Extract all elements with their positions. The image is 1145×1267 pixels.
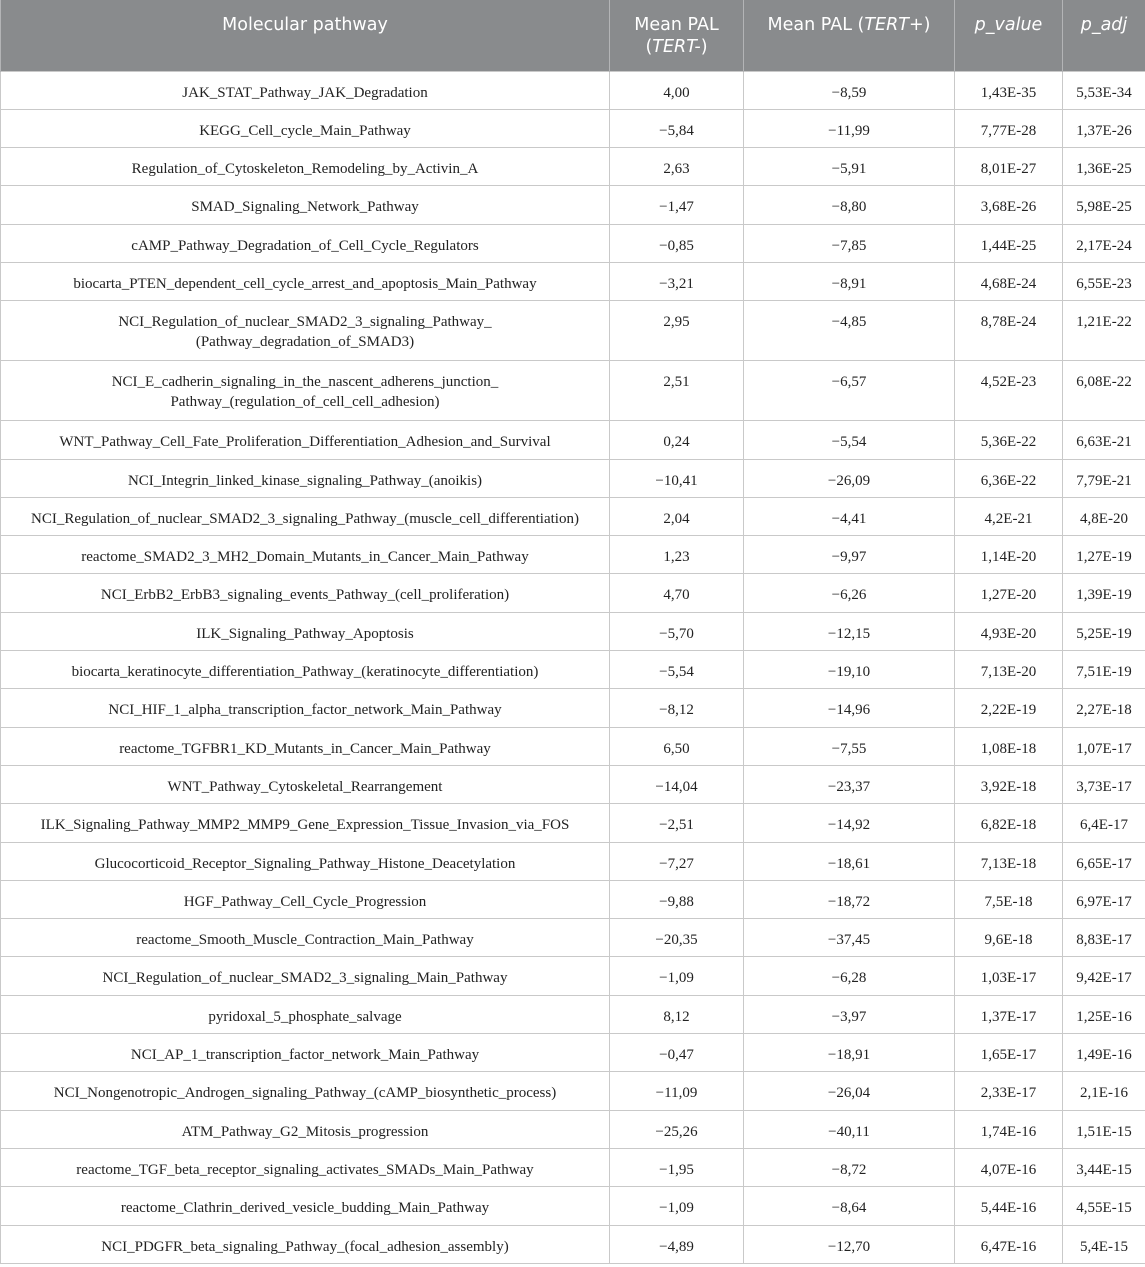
p-adj-cell: 1,37E-26 bbox=[1063, 109, 1145, 147]
table-row bbox=[1, 842, 1145, 880]
mean-pal-tert-pos-cell: −14,96 bbox=[744, 689, 955, 727]
p-value-cell: 1,03E-17 bbox=[955, 957, 1063, 995]
mean-pal-tert-neg-cell: 2,51 bbox=[610, 361, 744, 421]
mean-pal-tert-pos-cell: −19,10 bbox=[744, 651, 955, 689]
mean-pal-tert-neg-cell: −2,51 bbox=[610, 804, 744, 842]
mean-pal-tert-neg-cell: 6,50 bbox=[610, 727, 744, 765]
mean-pal-tert-pos-cell: −6,28 bbox=[744, 957, 955, 995]
pathway-cell: cAMP_Pathway_Degradation_of_Cell_Cycle_Regulators bbox=[1, 224, 610, 262]
mean-pal-tert-neg-cell: −11,09 bbox=[610, 1072, 744, 1110]
mean-pal-tert-pos-cell: −8,64 bbox=[744, 1187, 955, 1225]
mean-pal-tert-pos-cell: −8,80 bbox=[744, 186, 955, 224]
mean-pal-tert-pos-cell: −37,45 bbox=[744, 919, 955, 957]
mean-pal-tert-pos-cell: −11,99 bbox=[744, 109, 955, 147]
pathway-cell: NCI_ErbB2_ErbB3_signaling_events_Pathway_(cell_proliferation) bbox=[1, 574, 610, 612]
pathway-cell: SMAD_Signaling_Network_Pathway bbox=[1, 186, 610, 224]
mean-pal-tert-neg-cell: −3,21 bbox=[610, 262, 744, 300]
pathway-cell bbox=[1, 301, 610, 361]
p-adj-cell: 1,07E-17 bbox=[1063, 727, 1145, 765]
pathway-cell: NCI_HIF_1_alpha_transcription_factor_network_Main_Pathway bbox=[1, 689, 610, 727]
mean-pal-tert-neg-cell: 2,04 bbox=[610, 497, 744, 535]
mean-pal-tert-pos-cell: −23,37 bbox=[744, 765, 955, 803]
table-row bbox=[1, 1148, 1145, 1186]
pathway-cell: ATM_Pathway_G2_Mitosis_progression bbox=[1, 1110, 610, 1148]
mean-pal-tert-pos-cell: −8,59 bbox=[744, 71, 955, 109]
p-adj-cell: 6,97E-17 bbox=[1063, 880, 1145, 918]
p-value-cell: 2,22E-19 bbox=[955, 689, 1063, 727]
p-adj-cell: 6,55E-23 bbox=[1063, 262, 1145, 300]
p-adj-cell: 6,08E-22 bbox=[1063, 361, 1145, 421]
p-adj-cell: 9,42E-17 bbox=[1063, 957, 1145, 995]
p-adj-cell: 1,51E-15 bbox=[1063, 1110, 1145, 1148]
header-p-value bbox=[955, 0, 1063, 71]
mean-pal-tert-neg-cell: −0,85 bbox=[610, 224, 744, 262]
p-adj-cell: 1,39E-19 bbox=[1063, 574, 1145, 612]
mean-pal-tert-neg-cell: 2,95 bbox=[610, 301, 744, 361]
pathway-cell: reactome_TGFBR1_KD_Mutants_in_Cancer_Main_Pathway bbox=[1, 727, 610, 765]
p-adj-cell: 1,36E-25 bbox=[1063, 148, 1145, 186]
table-row bbox=[1, 804, 1145, 842]
pathway-cell: reactome_TGF_beta_receptor_signaling_activates_SMADs_Main_Pathway bbox=[1, 1148, 610, 1186]
p-value-cell: 1,08E-18 bbox=[955, 727, 1063, 765]
mean-pal-tert-neg-cell: −5,84 bbox=[610, 109, 744, 147]
p-value-cell: 8,01E-27 bbox=[955, 148, 1063, 186]
pathway-cell: ILK_Signaling_Pathway_Apoptosis bbox=[1, 612, 610, 650]
p-adj-cell: 7,79E-21 bbox=[1063, 459, 1145, 497]
table-row bbox=[1, 536, 1145, 574]
p-adj-cell: 4,8E-20 bbox=[1063, 497, 1145, 535]
header-p-adj-label: p_adj bbox=[1080, 15, 1128, 35]
mean-pal-tert-neg-cell: −25,26 bbox=[610, 1110, 744, 1148]
table-row bbox=[1, 497, 1145, 535]
p-adj-cell: 1,49E-16 bbox=[1063, 1034, 1145, 1072]
table-row bbox=[1, 224, 1145, 262]
p-value-cell: 1,14E-20 bbox=[955, 536, 1063, 574]
mean-pal-tert-pos-cell: −3,97 bbox=[744, 995, 955, 1033]
p-value-cell: 4,93E-20 bbox=[955, 612, 1063, 650]
mean-pal-tert-neg-cell: −20,35 bbox=[610, 919, 744, 957]
mean-pal-tert-pos-cell: −26,04 bbox=[744, 1072, 955, 1110]
p-adj-cell: 7,51E-19 bbox=[1063, 651, 1145, 689]
pathway-cell: KEGG_Cell_cycle_Main_Pathway bbox=[1, 109, 610, 147]
mean-pal-tert-pos-cell: −18,61 bbox=[744, 842, 955, 880]
mean-pal-tert-pos-cell: −12,15 bbox=[744, 612, 955, 650]
table-header bbox=[1, 0, 1145, 71]
pathway-cell: NCI_PDGFR_beta_signaling_Pathway_(focal_adhesion_assembly) bbox=[1, 1225, 610, 1263]
p-adj-cell: 3,73E-17 bbox=[1063, 765, 1145, 803]
p-value-cell: 1,43E-35 bbox=[955, 71, 1063, 109]
table-row bbox=[1, 186, 1145, 224]
table-row bbox=[1, 957, 1145, 995]
mean-pal-tert-pos-cell: −14,92 bbox=[744, 804, 955, 842]
p-adj-cell: 2,1E-16 bbox=[1063, 1072, 1145, 1110]
p-value-cell: 5,36E-22 bbox=[955, 421, 1063, 459]
table-row bbox=[1, 71, 1145, 109]
mean-pal-tert-neg-cell: 4,00 bbox=[610, 71, 744, 109]
pathway-cell bbox=[1, 361, 610, 421]
mean-pal-tert-neg-cell: −1,47 bbox=[610, 186, 744, 224]
p-value-cell: 1,44E-25 bbox=[955, 224, 1063, 262]
p-value-cell: 3,68E-26 bbox=[955, 186, 1063, 224]
p-adj-cell: 6,4E-17 bbox=[1063, 804, 1145, 842]
header-tert-pos-label: TERT+ bbox=[864, 15, 924, 35]
mean-pal-tert-pos-cell: −7,85 bbox=[744, 224, 955, 262]
p-value-cell: 2,33E-17 bbox=[955, 1072, 1063, 1110]
table-row bbox=[1, 880, 1145, 918]
table-row bbox=[1, 612, 1145, 650]
mean-pal-tert-pos-cell: −12,70 bbox=[744, 1225, 955, 1263]
mean-pal-tert-neg-cell: −1,09 bbox=[610, 957, 744, 995]
mean-pal-tert-neg-cell: −9,88 bbox=[610, 880, 744, 918]
mean-pal-tert-neg-cell: 4,70 bbox=[610, 574, 744, 612]
table-row bbox=[1, 919, 1145, 957]
mean-pal-tert-pos-cell: −18,72 bbox=[744, 880, 955, 918]
mean-pal-tert-neg-cell: −5,70 bbox=[610, 612, 744, 650]
mean-pal-tert-pos-cell: −4,85 bbox=[744, 301, 955, 361]
mean-pal-tert-pos-cell: −8,72 bbox=[744, 1148, 955, 1186]
pathway-cell: reactome_SMAD2_3_MH2_Domain_Mutants_in_Cancer_Main_Pathway bbox=[1, 536, 610, 574]
table-row bbox=[1, 765, 1145, 803]
mean-pal-tert-pos-cell: −18,91 bbox=[744, 1034, 955, 1072]
pathway-cell: biocarta_PTEN_dependent_cell_cycle_arrest_and_apoptosis_Main_Pathway bbox=[1, 262, 610, 300]
pathway-cell-line1: NCI_Regulation_of_nuclear_SMAD2_3_signaling_Pathway_ bbox=[118, 314, 492, 331]
pathway-cell: Glucocorticoid_Receptor_Signaling_Pathway_Histone_Deacetylation bbox=[1, 842, 610, 880]
mean-pal-tert-pos-cell: −7,55 bbox=[744, 727, 955, 765]
p-adj-cell: 1,21E-22 bbox=[1063, 301, 1145, 361]
header-molecular-pathway-label: Molecular pathway bbox=[222, 15, 388, 35]
mean-pal-tert-pos-cell: −26,09 bbox=[744, 459, 955, 497]
pathway-cell: biocarta_keratinocyte_differentiation_Pathway_(keratinocyte_differentiation) bbox=[1, 651, 610, 689]
pathway-cell-line1: NCI_E_cadherin_signaling_in_the_nascent_adherens_junction_ bbox=[111, 374, 499, 391]
mean-pal-tert-neg-cell: −0,47 bbox=[610, 1034, 744, 1072]
p-value-cell: 7,13E-18 bbox=[955, 842, 1063, 880]
header-row bbox=[1, 0, 1145, 71]
table-row bbox=[1, 1034, 1145, 1072]
pathway-cell: NCI_Nongenotropic_Androgen_signaling_Pathway_(cAMP_biosynthetic_process) bbox=[1, 1072, 610, 1110]
mean-pal-tert-neg-cell: 2,63 bbox=[610, 148, 744, 186]
mean-pal-tert-pos-cell: −5,91 bbox=[744, 148, 955, 186]
pathway-cell-line2: Pathway_(regulation_of_cell_cell_adhesion) bbox=[170, 394, 440, 411]
table-row bbox=[1, 574, 1145, 612]
header-p-adj bbox=[1063, 0, 1145, 71]
table-row bbox=[1, 1072, 1145, 1110]
p-value-cell: 9,6E-18 bbox=[955, 919, 1063, 957]
header-p-value-label: p_value bbox=[974, 15, 1043, 35]
table-row bbox=[1, 1110, 1145, 1148]
mean-pal-tert-pos-cell: −40,11 bbox=[744, 1110, 955, 1148]
table-row bbox=[1, 262, 1145, 300]
pathway-cell: NCI_Regulation_of_nuclear_SMAD2_3_signaling_Main_Pathway bbox=[1, 957, 610, 995]
mean-pal-tert-neg-cell: 0,24 bbox=[610, 421, 744, 459]
p-adj-cell: 1,25E-16 bbox=[1063, 995, 1145, 1033]
mean-pal-tert-neg-cell: −7,27 bbox=[610, 842, 744, 880]
header-mean-pal-label: Mean PAL bbox=[767, 15, 852, 35]
table-row bbox=[1, 651, 1145, 689]
table-row bbox=[1, 1187, 1145, 1225]
p-value-cell: 7,5E-18 bbox=[955, 880, 1063, 918]
table-row bbox=[1, 301, 1145, 361]
p-value-cell: 6,82E-18 bbox=[955, 804, 1063, 842]
p-adj-cell: 1,27E-19 bbox=[1063, 536, 1145, 574]
p-value-cell: 6,36E-22 bbox=[955, 459, 1063, 497]
p-value-cell: 8,78E-24 bbox=[955, 301, 1063, 361]
mean-pal-tert-pos-cell: −8,91 bbox=[744, 262, 955, 300]
mean-pal-tert-pos-cell: −9,97 bbox=[744, 536, 955, 574]
table-row bbox=[1, 727, 1145, 765]
pathway-cell: reactome_Smooth_Muscle_Contraction_Main_Pathway bbox=[1, 919, 610, 957]
mean-pal-tert-pos-cell: −4,41 bbox=[744, 497, 955, 535]
table-row bbox=[1, 361, 1145, 421]
pathway-cell: ILK_Signaling_Pathway_MMP2_MMP9_Gene_Expression_Tissue_Invasion_via_FOS bbox=[1, 804, 610, 842]
p-adj-cell: 4,55E-15 bbox=[1063, 1187, 1145, 1225]
p-value-cell: 4,2E-21 bbox=[955, 497, 1063, 535]
mean-pal-tert-neg-cell: −1,95 bbox=[610, 1148, 744, 1186]
mean-pal-tert-neg-cell: −14,04 bbox=[610, 765, 744, 803]
header-tert-neg-label: TERT- bbox=[652, 37, 701, 57]
p-adj-cell: 5,4E-15 bbox=[1063, 1225, 1145, 1263]
p-value-cell: 6,47E-16 bbox=[955, 1225, 1063, 1263]
p-adj-cell: 5,98E-25 bbox=[1063, 186, 1145, 224]
p-adj-cell: 6,63E-21 bbox=[1063, 421, 1145, 459]
pathway-cell: reactome_Clathrin_derived_vesicle_budding_Main_Pathway bbox=[1, 1187, 610, 1225]
pathway-cell: NCI_AP_1_transcription_factor_network_Main_Pathway bbox=[1, 1034, 610, 1072]
table-row bbox=[1, 459, 1145, 497]
pathway-cell: JAK_STAT_Pathway_JAK_Degradation bbox=[1, 71, 610, 109]
p-adj-cell: 5,53E-34 bbox=[1063, 71, 1145, 109]
mean-pal-tert-pos-cell: −5,54 bbox=[744, 421, 955, 459]
mean-pal-tert-neg-cell: −1,09 bbox=[610, 1187, 744, 1225]
p-value-cell: 3,92E-18 bbox=[955, 765, 1063, 803]
p-adj-cell: 6,65E-17 bbox=[1063, 842, 1145, 880]
pathway-cell: WNT_Pathway_Cell_Fate_Proliferation_Differentiation_Adhesion_and_Survival bbox=[1, 421, 610, 459]
mean-pal-tert-pos-cell: −6,57 bbox=[744, 361, 955, 421]
p-adj-cell: 8,83E-17 bbox=[1063, 919, 1145, 957]
table-row bbox=[1, 421, 1145, 459]
table-row bbox=[1, 995, 1145, 1033]
p-value-cell: 1,74E-16 bbox=[955, 1110, 1063, 1148]
pathway-cell: WNT_Pathway_Cytoskeletal_Rearrangement bbox=[1, 765, 610, 803]
pathway-cell-line2: (Pathway_degradation_of_SMAD3) bbox=[195, 334, 415, 351]
table-row bbox=[1, 109, 1145, 147]
pathway-cell: NCI_Regulation_of_nuclear_SMAD2_3_signaling_Pathway_(muscle_cell_differentiation) bbox=[1, 497, 610, 535]
p-adj-cell: 2,17E-24 bbox=[1063, 224, 1145, 262]
p-value-cell: 4,52E-23 bbox=[955, 361, 1063, 421]
p-value-cell: 7,13E-20 bbox=[955, 651, 1063, 689]
mean-pal-tert-neg-cell: −10,41 bbox=[610, 459, 744, 497]
mean-pal-tert-neg-cell: 1,23 bbox=[610, 536, 744, 574]
p-adj-cell: 5,25E-19 bbox=[1063, 612, 1145, 650]
mean-pal-tert-neg-cell: −4,89 bbox=[610, 1225, 744, 1263]
header-molecular-pathway bbox=[1, 0, 610, 71]
p-value-cell: 1,65E-17 bbox=[955, 1034, 1063, 1072]
p-value-cell: 1,37E-17 bbox=[955, 995, 1063, 1033]
mean-pal-tert-neg-cell: −8,12 bbox=[610, 689, 744, 727]
header-mean-pal-label: Mean PAL bbox=[634, 15, 719, 35]
mean-pal-tert-neg-cell: −5,54 bbox=[610, 651, 744, 689]
table-row bbox=[1, 689, 1145, 727]
table-body bbox=[1, 71, 1145, 1263]
pathway-cell: Regulation_of_Cytoskeleton_Remodeling_by_Activin_A bbox=[1, 148, 610, 186]
header-mean-pal-tert-neg: Mean PAL (TERT-) bbox=[610, 0, 744, 71]
p-value-cell: 4,68E-24 bbox=[955, 262, 1063, 300]
p-adj-cell: 2,27E-18 bbox=[1063, 689, 1145, 727]
mean-pal-tert-neg-cell: 8,12 bbox=[610, 995, 744, 1033]
p-adj-cell: 3,44E-15 bbox=[1063, 1148, 1145, 1186]
header-mean-pal-tert-pos: Mean PAL (TERT+) bbox=[744, 0, 955, 71]
p-value-cell: 7,77E-28 bbox=[955, 109, 1063, 147]
p-value-cell: 1,27E-20 bbox=[955, 574, 1063, 612]
pathway-cell: HGF_Pathway_Cell_Cycle_Progression bbox=[1, 880, 610, 918]
table-row bbox=[1, 148, 1145, 186]
table-row bbox=[1, 1225, 1145, 1263]
p-value-cell: 5,44E-16 bbox=[955, 1187, 1063, 1225]
pathway-cell: pyridoxal_5_phosphate_salvage bbox=[1, 995, 610, 1033]
mean-pal-tert-pos-cell: −6,26 bbox=[744, 574, 955, 612]
p-value-cell: 4,07E-16 bbox=[955, 1148, 1063, 1186]
pathway-cell: NCI_Integrin_linked_kinase_signaling_Pathway_(anoikis) bbox=[1, 459, 610, 497]
